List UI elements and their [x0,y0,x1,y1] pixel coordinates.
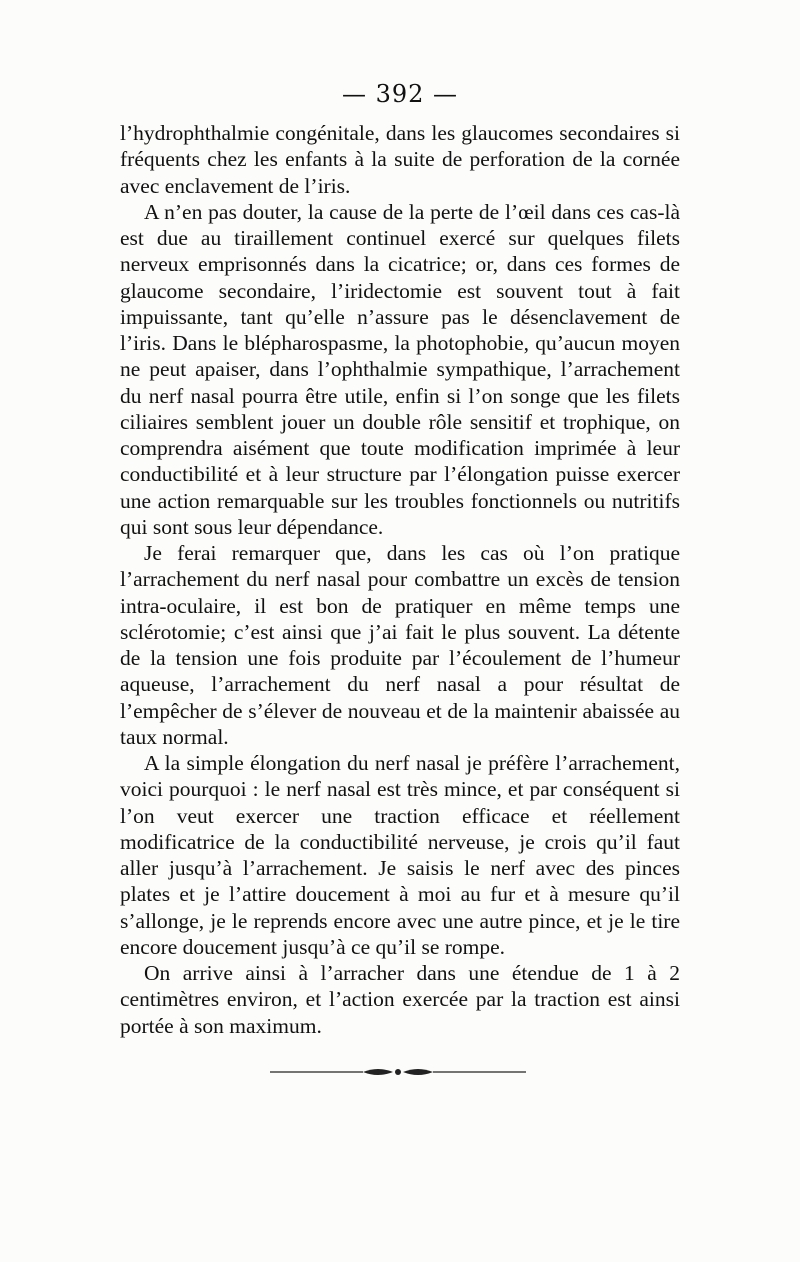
paragraph-4: A la simple élongation du nerf nasal je préfère l’arrachement, voici pourquoi : le nerf nasal est très mince, et par conséquent si l’on veut exercer une traction efficace et réellement modificatrice de la conductibilité nerveuse, je crois qu’il faut aller jusqu’à l’arrachement. Je saisis le nerf avec des pinces plates et je l’attire doucement à moi au fur et à mesure qu’il s’allonge, je le reprends encore avec une autre pince, et je le tire encore doucement jusqu’à ce qu’il se rompe. [120,751,680,959]
body-text [120,120,680,1039]
paragraph-2: A n’en pas douter, la cause de la perte de l’œil dans ces cas-là est due au tiraillement continuel exercé sur quelques filets nerveux emprisonnés dans la cicatrice; or, dans ces formes de glaucome secondaire, l’iridectomie est souvent tout à fait impuissante, tant qu’elle n’assure pas le désenclavement de l’iris. Dans le blépharospasme, la photophobie, qu’aucun moyen ne peut apaiser, dans l’ophthalmie sympathique, l’arrachement du nerf nasal pourra être utile, enfin si l’on songe que les filets ciliaires semblent jouer un double rôle sensitif et trophique, on comprendra aisément que toute modification imprimée à leur conductibilité et à leur structure par l’élongation puisse exercer une action remarquable sur les troubles fonctionnels ou nutritifs qui sont sous leur dépendance. [120,199,680,539]
paragraph-3: Je ferai remarquer que, dans les cas où l’on pratique l’arrachement du nerf nasal pour combattre un excès de tension intra-oculaire, il est bon de pratiquer en même temps une sclérotomie; c’est ainsi que j’ai fait le plus souvent. La détente de la tension une fois produite par l’écoulement de l’humeur aqueuse, l’arrachement du nerf nasal a pour résultat de l’empêcher de s’élever de nouveau et de la maintenir abaissée au taux normal. [120,541,680,749]
end-ornament-icon [268,1060,528,1084]
paragraph-1: l’hydrophthalmie congénitale, dans les glaucomes secondaires si fréquents chez les enfants à la suite de perforation de la cornée avec enclavement de l’iris. [120,121,680,198]
paragraph-5: On arrive ainsi à l’arracher dans une étendue de 1 à 2 centimètres environ, et l’action exercée par la traction est ainsi portée à son maximum. [120,961,680,1038]
page-number: — 392 — [341,80,459,108]
